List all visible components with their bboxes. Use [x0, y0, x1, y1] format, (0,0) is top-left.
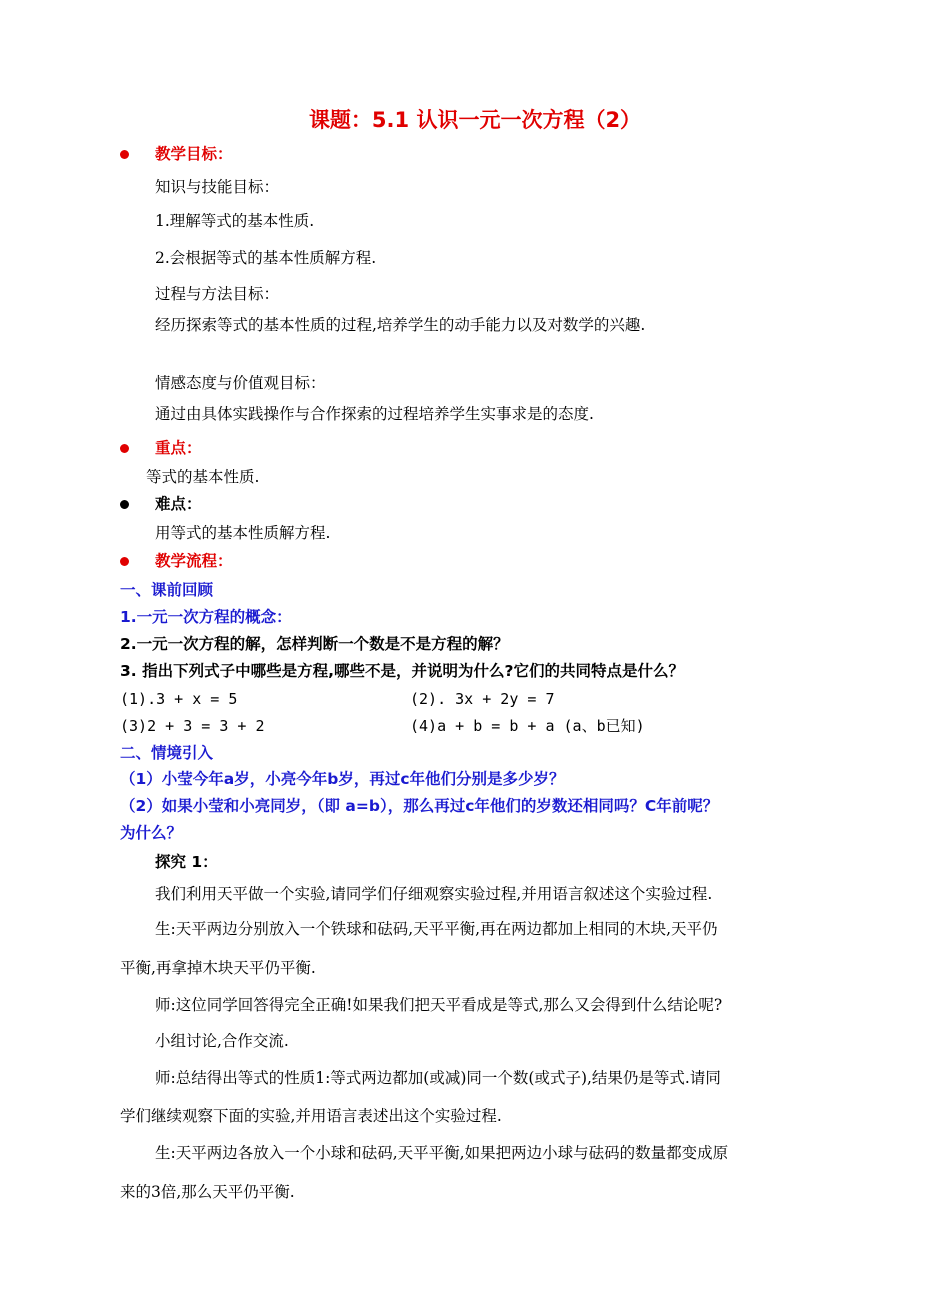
- expression-4: (4)a + b = b + a (a、b已知): [410, 717, 645, 735]
- knowledge-label: 知识与技能目标：: [155, 178, 280, 196]
- emotion-text: 通过由具体实践操作与合作探索的过程培养学生实事求是的态度.: [155, 405, 594, 423]
- paragraph: 平衡,再拿掉木块天平仍平衡.: [120, 959, 316, 977]
- bullet-icon: [120, 444, 129, 453]
- paragraph: 我们利用天平做一个实验,请同学们仔细观察实验过程,并用语言叙述这个实验过程.: [155, 885, 713, 903]
- paragraph: 生:天平两边各放入一个小球和砝码,天平平衡,如果把两边小球与砝码的数量都变成原: [155, 1144, 729, 1162]
- page-title: 课题：5.1 认识一元一次方程（2）: [308, 108, 642, 132]
- bullet-icon: [120, 500, 129, 509]
- paragraph: 小组讨论,合作交流.: [155, 1032, 289, 1050]
- knowledge-item-1: 1.理解等式的基本性质.: [155, 212, 315, 230]
- bullet-icon: [120, 150, 129, 159]
- knowledge-item-2: 2.会根据等式的基本性质解方程.: [155, 249, 377, 267]
- section-review: 一、课前回顾: [120, 581, 214, 599]
- scenario-question-1: （1）小莹今年a岁，小亮今年b岁，再过c年他们分别是多少岁？: [120, 770, 565, 788]
- process-heading: 教学流程：: [155, 552, 233, 570]
- scenario-question-2-cont: 为什么？: [120, 824, 183, 842]
- question-3: 3. 指出下列式子中哪些是方程,哪些不是，并说明为什么?它们的共同特点是什么？: [120, 662, 684, 680]
- expression-1: (1).3 + x = 5: [120, 690, 238, 708]
- expression-2: (2). 3x + 2y = 7: [410, 690, 555, 708]
- emotion-label: 情感态度与价值观目标：: [155, 374, 326, 392]
- paragraph: 学们继续观察下面的实验,并用语言表述出这个实验过程.: [120, 1107, 502, 1125]
- difficulty-heading: 难点：: [155, 495, 202, 513]
- expression-3: (3)2 + 3 = 3 + 2: [120, 717, 265, 735]
- paragraph: 来的3倍,那么天平仍平衡.: [120, 1183, 295, 1201]
- scenario-question-2: （2）如果小莹和小亮同岁，（即 a=b），那么再过c年他们的岁数还相同吗？C年前呢？: [120, 797, 719, 815]
- bullet-icon: [120, 557, 129, 566]
- key-point-heading: 重点：: [155, 439, 202, 457]
- question-2: 2.一元一次方程的解，怎样判断一个数是不是方程的解？: [120, 635, 509, 653]
- process-text: 经历探索等式的基本性质的过程,培养学生的动手能力以及对数学的兴趣.: [155, 316, 646, 334]
- goals-heading: 教学目标：: [155, 145, 233, 163]
- paragraph: 生:天平两边分别放入一个铁球和砝码,天平平衡,再在两边都加上相同的木块,天平仍: [155, 920, 718, 938]
- question-1: 1.一元一次方程的概念：: [120, 608, 292, 626]
- explore-label: 探究 1：: [155, 853, 218, 871]
- section-scenario: 二、情境引入: [120, 744, 214, 762]
- key-point-text: 等式的基本性质.: [146, 468, 260, 486]
- difficulty-text: 用等式的基本性质解方程.: [155, 524, 331, 542]
- process-label: 过程与方法目标：: [155, 285, 280, 303]
- paragraph: 师:这位同学回答得完全正确!如果我们把天平看成是等式,那么又会得到什么结论呢?: [155, 996, 723, 1014]
- paragraph: 师:总结得出等式的性质1:等式两边都加(或减)同一个数(或式子),结果仍是等式.请同: [155, 1069, 721, 1087]
